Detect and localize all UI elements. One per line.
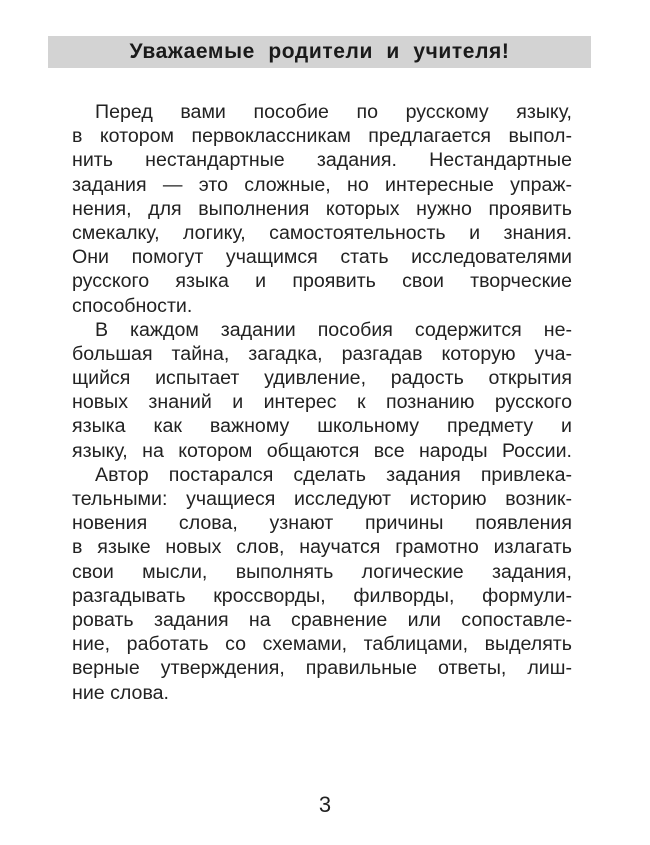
text-line: задания — это сложные, но интересные упраж-: [72, 173, 572, 196]
text-line: смекалку, логику, самостоятельность и знания.: [72, 221, 572, 244]
text-line: тельными: учащиеся исследуют историю возник-: [72, 488, 572, 510]
text-line: Перед вами пособие по русскому языку,: [95, 101, 572, 123]
text-line: большая тайна, загадка, разгадав которую уча-: [72, 342, 572, 365]
text-line: способности.: [72, 294, 193, 317]
paragraph-2: [72, 318, 572, 463]
text-line: ние, работать со схемами, таблицами, выделять: [72, 633, 572, 656]
page-number: 3: [318, 792, 332, 817]
text-line: В каждом задании пособия содержится не-: [95, 318, 572, 341]
text-line: в языке новых слов, научатся грамотно излагать: [72, 536, 572, 559]
text-line: нить нестандартные задания. Нестандартные: [72, 149, 572, 172]
text-line: ние слова.: [72, 681, 169, 704]
body-text: [72, 100, 572, 705]
text-line: нения, для выполнения которых нужно проявить: [72, 197, 572, 220]
text-line: русского языка и проявить свои творческие: [72, 270, 572, 293]
text-line: щийся испытает удивление, радость открытия: [72, 367, 572, 390]
text-line: ровать задания на сравнение или сопоставле-: [72, 608, 572, 631]
text-line: Они помогут учащимся стать исследователями: [72, 246, 572, 269]
header-bar: [48, 36, 591, 68]
text-line: в котором первоклассникам предлагается выпол-: [72, 125, 572, 148]
text-line: Автор постарался сделать задания привлека-: [95, 463, 572, 486]
text-line: разгадывать кроссворды, филворды, формули-: [72, 584, 572, 607]
text-line: верные утверждения, правильные ответы, лиш-: [72, 657, 572, 680]
page-title: Уважаемые родители и учителя!: [129, 40, 510, 63]
text-line: свои мысли, выполнять логические задания,: [72, 560, 572, 583]
text-line: языку, на котором общаются все народы России.: [72, 439, 572, 462]
text-line: новения слова, узнают причины появления: [72, 512, 572, 535]
paragraph-3: [72, 463, 572, 705]
text-line: новых знаний и интерес к познанию русского: [72, 391, 572, 414]
text-line: языка как важному школьному предмету и: [72, 415, 572, 438]
paragraph-1: [72, 100, 572, 318]
